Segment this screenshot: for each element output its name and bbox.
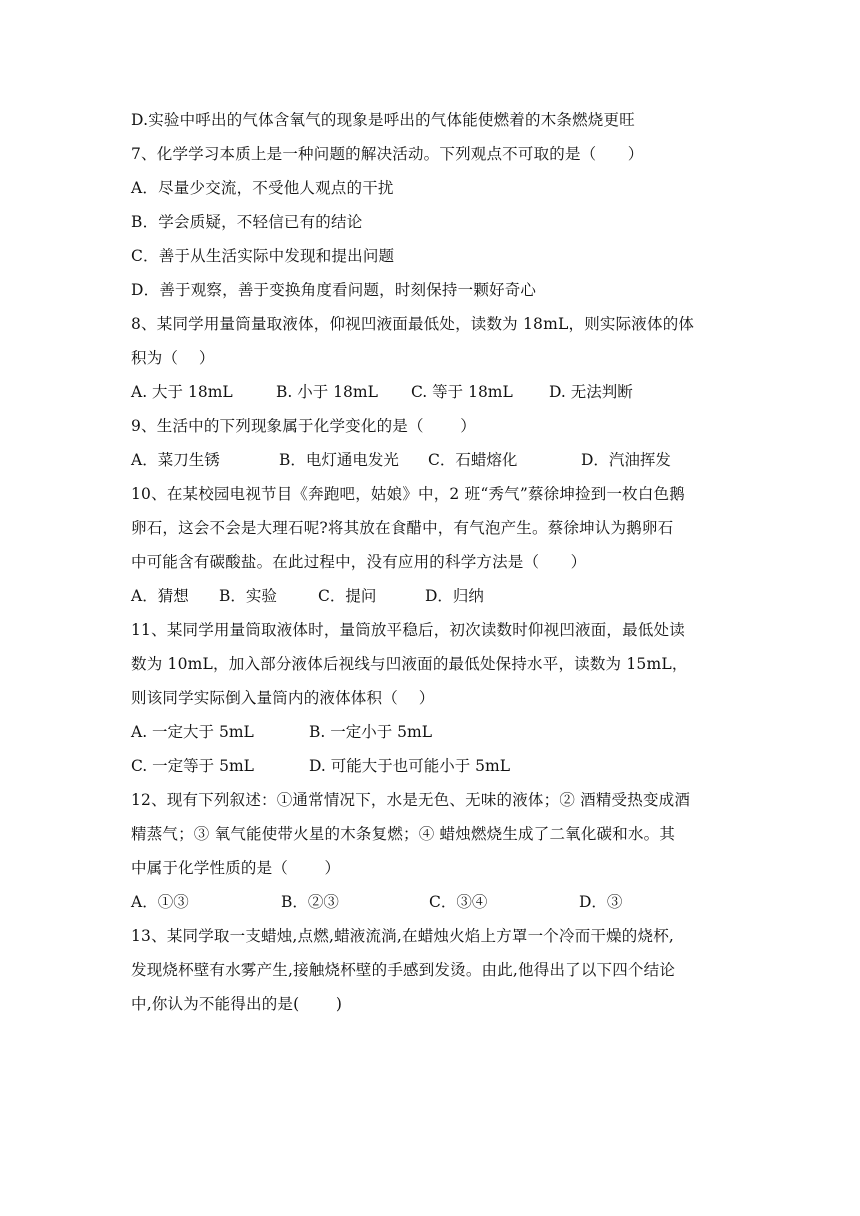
q12-option-a: A．①③ <box>131 893 189 911</box>
q8-option-a: A. 大于 18mL <box>131 383 233 401</box>
question-10-line3: 中可能含有碳酸盐。在此过程中，没有应用的科学方法是（ ） <box>131 553 587 571</box>
question-13-line3: 中,你认为不能得出的是( ) <box>131 995 343 1013</box>
q10-option-b: B．实验 <box>219 587 277 605</box>
q8-option-c: C. 等于 18mL <box>411 383 513 401</box>
question-9: 9、生活中的下列现象属于化学变化的是（ ） <box>131 417 476 435</box>
q8-option-b: B. 小于 18mL <box>276 383 378 401</box>
q6-option-d: D.实验中呼出的气体含氧气的现象是呼出的气体能使燃着的木条燃烧更旺 <box>131 111 635 129</box>
q7-option-a: A．尽量少交流，不受他人观点的干扰 <box>131 179 394 197</box>
question-13-line1: 13、某同学取一支蜡烛,点燃,蜡液流淌,在蜡烛火焰上方罩一个冷而干燥的烧杯, <box>131 927 675 945</box>
q12-option-d: D．③ <box>579 893 623 911</box>
question-8-line1: 8、某同学用量筒量取液体，仰视凹液面最低处，读数为 18mL，则实际液体的体 <box>131 315 695 333</box>
q11-option-b: B. 一定小于 5mL <box>309 723 433 741</box>
question-11-line1: 11、某同学用量筒取液体时，量筒放平稳后，初次读数时仰视凹液面，最低处读 <box>131 621 685 639</box>
q12-option-b: B．②③ <box>281 893 339 911</box>
q8-option-d: D. 无法判断 <box>549 383 633 401</box>
question-7: 7、化学学习本质上是一种问题的解决活动。下列观点不可取的是（ ） <box>131 145 644 163</box>
question-11-line2: 数为 10mL，加入部分液体后视线与凹液面的最低处保持水平，读数为 15mL， <box>131 655 688 673</box>
question-8-line2: 积为（ ） <box>131 349 215 367</box>
q10-option-c: C．提问 <box>318 587 377 605</box>
q10-option-d: D．归纳 <box>425 587 484 605</box>
question-12-line3: 中属于化学性质的是（ ） <box>131 859 341 877</box>
q10-option-a: A．猜想 <box>131 587 189 605</box>
question-12-line1: 12、现有下列叙述：①通常情况下，水是无色、无味的液体；② 酒精受热变成酒 <box>131 791 691 809</box>
question-11-line3: 则该同学实际倒入量筒内的液体体积（ ） <box>131 689 435 707</box>
q9-option-a: A．菜刀生锈 <box>131 451 220 469</box>
q11-option-d: D. 可能大于也可能小于 5mL <box>309 757 511 775</box>
question-13-line2: 发现烧杯壁有水雾产生,接触烧杯壁的手感到发烫。由此,他得出了以下四个结论 <box>131 961 676 979</box>
q7-option-d: D．善于观察，善于变换角度看问题，时刻保持一颗好奇心 <box>131 281 537 299</box>
question-12-line2: 精蒸气；③ 氧气能使带火星的木条复燃；④ 蜡烛燃烧生成了二氧化碳和水。其 <box>131 825 676 843</box>
q9-option-b: B．电灯通电发光 <box>279 451 399 469</box>
question-10-line1: 10、在某校园电视节目《奔跑吧，姑娘》中，2 班“秀气”蔡徐坤捡到一枚白色鹅 <box>131 485 685 503</box>
q11-option-c: C. 一定等于 5mL <box>131 757 254 775</box>
q9-option-c: C．石蜡熔化 <box>428 451 518 469</box>
q7-option-c: C．善于从生活实际中发现和提出问题 <box>131 247 395 265</box>
question-10-line2: 卵石，这会不会是大理石呢?将其放在食醋中，有气泡产生。蔡徐坤认为鹅卵石 <box>131 519 674 537</box>
q12-option-c: C．③④ <box>429 893 488 911</box>
q11-option-a: A. 一定大于 5mL <box>131 723 254 741</box>
q9-option-d: D．汽油挥发 <box>581 451 671 469</box>
q7-option-b: B．学会质疑，不轻信已有的结论 <box>131 213 363 231</box>
